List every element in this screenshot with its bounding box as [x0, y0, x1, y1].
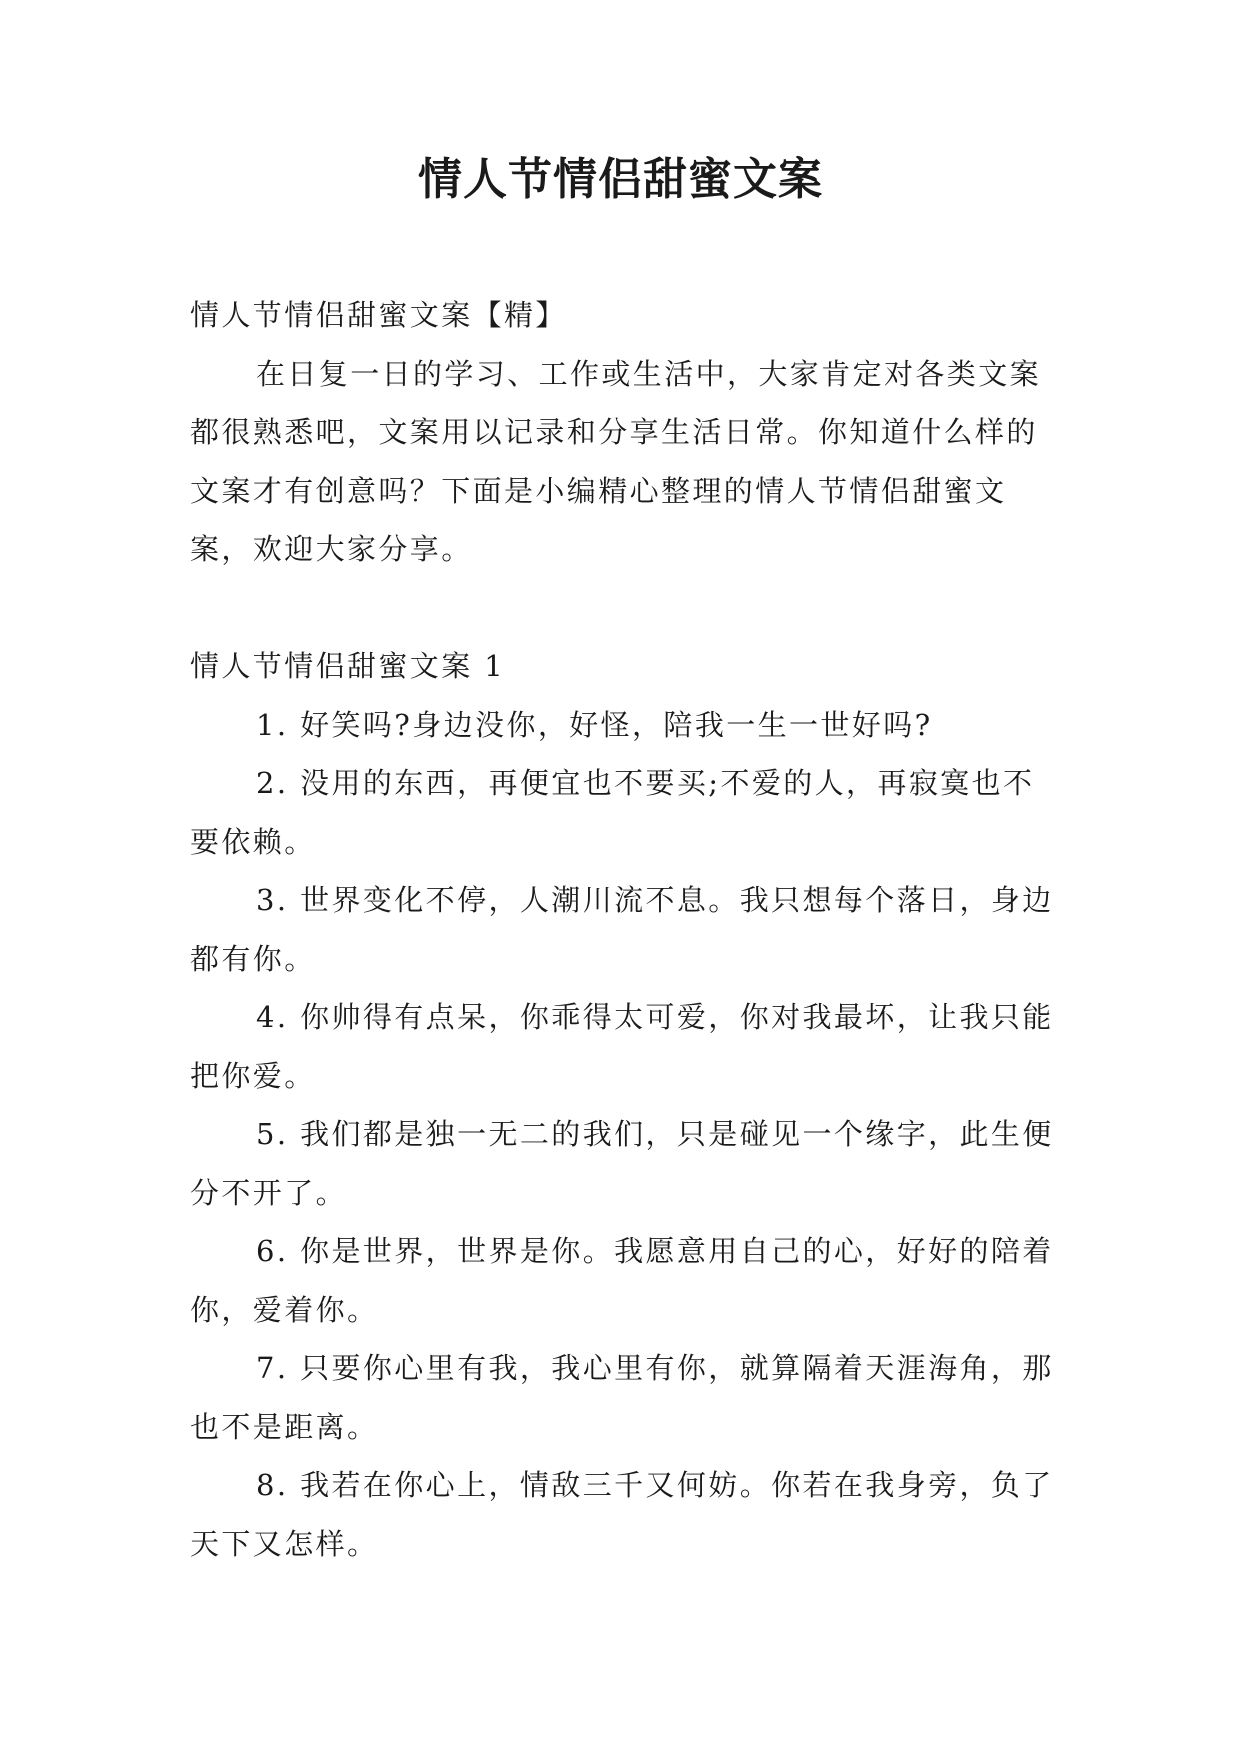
document-title: 情人节情侣甜蜜文案	[418, 154, 823, 205]
list-item: 3. 世界变化不停，人潮川流不息。我只想每个落日，身边都有你。	[190, 883, 1054, 976]
document-subtitle: 情人节情侣甜蜜文案【精】	[190, 298, 567, 332]
list-item: 1. 好笑吗?身边没你，好怪，陪我一生一世好吗?	[256, 707, 933, 742]
list-item: 2. 没用的东西，再便宜也不要买;不爱的人，再寂寞也不要依赖。	[190, 766, 1035, 859]
list-item: 6. 你是世界，世界是你。我愿意用自己的心，好好的陪着你，爱着你。	[190, 1234, 1054, 1327]
list-item: 7. 只要你心里有我，我心里有你，就算隔着天涯海角，那也不是距离。	[190, 1351, 1054, 1444]
document-body	[190, 286, 1056, 1573]
list-item: 5. 我们都是独一无二的我们，只是碰见一个缘字，此生便分不开了。	[190, 1117, 1054, 1210]
list-item: 4. 你帅得有点呆，你乖得太可爱，你对我最坏，让我只能把你爱。	[190, 1000, 1054, 1093]
list-item: 8. 我若在你心上，情敌三千又何妨。你若在我身旁，负了天下又怎样。	[190, 1468, 1054, 1561]
section-spacer	[190, 579, 1056, 638]
section-heading: 情人节情侣甜蜜文案 1	[190, 649, 506, 683]
intro-paragraph: 在日复一日的学习、工作或生活中，大家肯定对各类文案都很熟悉吧，文案用以记录和分享生活日常。你知道什么样的文案才有创意吗？下面是小编精心整理的情人节情侣甜蜜文案，欢迎大家分享。	[190, 356, 1042, 566]
